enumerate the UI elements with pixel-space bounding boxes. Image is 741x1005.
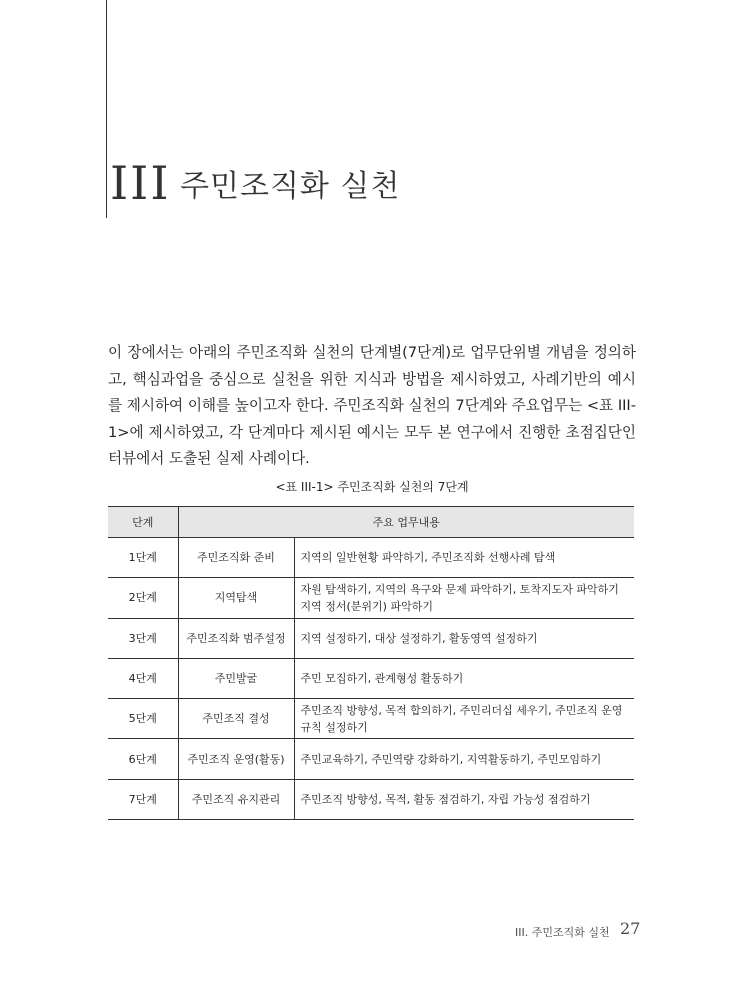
table-row [108, 538, 634, 578]
row-content: 주민 모집하기, 관계형성 활동하기 [294, 658, 634, 698]
row-content: 지역의 일반현황 파악하기, 주민조직화 선행사례 탐색 [294, 538, 634, 578]
table-row [108, 658, 634, 698]
row-step: 1단계 [108, 538, 178, 578]
table-row [108, 739, 634, 779]
intro-paragraph: 이 장에서는 아래의 주민조직화 실천의 단계별(7단계)로 업무단위별 개념을 정의하고, 핵심과업을 중심으로 실천을 위한 지식과 방법을 제시하였고, 사례기반의 예시를 제시하여 이해를 높이고자 한다. 주민조직화 실천의 7단계와 주요업무는 <표 III-1>에 제시하였고, 각 단계마다 제시된 예시는 모두 본 연구에서 진행한 초점집단인터뷰에서 도출된 실제 사례이다. [108, 344, 636, 467]
row-task: 주민조직화 범주설정 [178, 618, 294, 658]
row-content: 자원 탐색하기, 지역의 욕구와 문제 파악하기, 토착지도자 파악하기 지역 정서(분위기) 파악하기 [294, 578, 634, 618]
row-step: 2단계 [108, 578, 178, 618]
row-content: 지역 설정하기, 대상 설정하기, 활동영역 설정하기 [294, 618, 634, 658]
table-row [108, 578, 634, 618]
row-content: 주민교육하기, 주민역량 강화하기, 지역활동하기, 주민모임하기 [294, 739, 634, 779]
row-task: 주민조직 결성 [178, 699, 294, 739]
row-step: 6단계 [108, 739, 178, 779]
row-task: 지역탐색 [178, 578, 294, 618]
table-caption: <표 III-1> 주민조직화 실천의 7단계 [275, 480, 469, 494]
running-footer: III. 주민조직화 실천 [515, 926, 610, 939]
chapter-divider-line [106, 0, 107, 218]
row-task: 주민조직 운영(활동) [178, 739, 294, 779]
practice-steps-table [108, 506, 634, 820]
row-task: 주민조직화 준비 [178, 538, 294, 578]
row-task: 주민조직 유지관리 [178, 779, 294, 819]
header-content: 주요 업무내용 [178, 507, 634, 538]
table-row [108, 618, 634, 658]
table-row [108, 779, 634, 819]
row-task: 주민발굴 [178, 658, 294, 698]
row-step: 4단계 [108, 658, 178, 698]
table-row [108, 699, 634, 739]
table-header-row [108, 507, 634, 538]
row-step: 5단계 [108, 699, 178, 739]
row-step: 7단계 [108, 779, 178, 819]
page-number: 27 [620, 919, 641, 938]
row-content: 주민조직 방향성, 목적, 활동 점검하기, 자립 가능성 점검하기 [294, 779, 634, 819]
row-content: 주민조직 방향성, 목적 합의하기, 주민리더십 세우기, 주민조직 운영 규칙 설정하기 [294, 699, 634, 739]
row-step: 3단계 [108, 618, 178, 658]
chapter-numeral: III [110, 156, 171, 210]
chapter-title: 주민조직화 실천 [180, 169, 401, 204]
header-step: 단계 [108, 507, 178, 538]
